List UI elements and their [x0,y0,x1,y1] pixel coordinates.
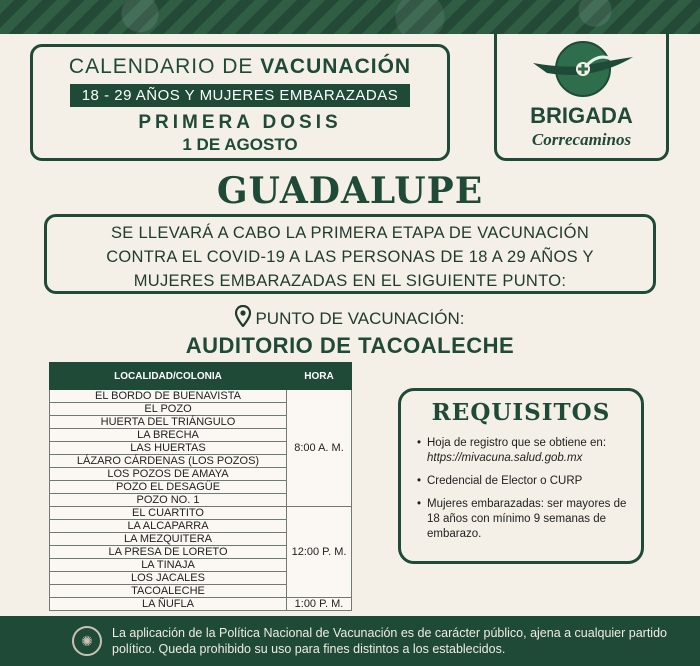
table-row: LA TINAJA [50,559,287,572]
requirements-title: REQUISITOS [431,399,611,426]
venue-name: AUDITORIO DE TACOALECHE [185,333,515,358]
calendar-title-bold: VACUNACIÓN [260,55,412,78]
table-row: EL BORDO DE BUENAVISTA [50,390,287,403]
column-header-locality: LOCALIDAD/COLONIA [50,363,287,390]
requirements-box [398,388,644,564]
brigade-box [494,33,669,161]
requirement-item [419,436,629,466]
dose-label: PRIMERA DOSIS [138,112,342,133]
table-row: TACOALECHE [50,585,287,598]
requirements-list [401,436,641,542]
brigade-title: BRIGADA [530,103,633,128]
government-seal-icon: ✺ [72,626,102,656]
table-row: POZO EL DESAGÜE [50,481,287,494]
table-row: LA PRESA DE LORETO [50,546,287,559]
hour-cell: 1:00 P. M. [287,598,352,611]
requirement-item [419,497,629,542]
table-row: LOS POZOS DE AMAYA [50,468,287,481]
vaccination-point-label [0,305,700,329]
table-row: POZO NO. 1 [50,494,287,507]
requirement-item [419,474,629,489]
brigade-subtitle: Correcaminos [531,130,632,149]
intro-line: SE LLEVARÁ A CABO LA PRIMERA ETAPA DE VACUNACIÓN [110,224,590,242]
table-row: LOS JACALES [50,572,287,585]
map-pin-icon [235,305,251,327]
roadrunner-logo-icon [527,39,639,99]
requirement-text: Credencial de Elector o CURP [427,475,583,487]
city-title: GUADALUPE [216,170,484,212]
table-row: EL CUARTITO [50,507,287,520]
hour-cell: 12:00 P. M. [287,507,352,598]
decorative-top-band [0,0,700,34]
registration-link[interactable]: https://mivacuna.salud.gob.mx [427,452,583,464]
table-row: HUERTA DEL TRIÁNGULO [50,416,287,429]
table-row: LA ÑUFLA [50,598,287,611]
schedule-table [49,362,352,611]
table-row: LA MEZQUITERA [50,533,287,546]
calendar-title [33,55,447,79]
table-row: EL POZO [50,403,287,416]
calendar-header-box [30,44,450,161]
intro-box [44,214,656,294]
footer-disclaimer: La aplicación de la Política Nacional de Vacunación es de carácter público, ajena a cualquier partido político. Queda prohibido su uso para fines distintos a los establecidos. [112,626,667,656]
hour-cell: 8:00 A. M. [287,390,352,507]
vaccination-point-text: PUNTO DE VACUNACIÓN: [255,309,465,328]
date-label: 1 DE AGOSTO [182,135,298,154]
calendar-title-prefix: CALENDARIO DE [68,55,254,78]
requirement-text: Mujeres embarazadas: ser mayores de 18 años con mínimo 9 semanas de embarazo. [427,498,627,540]
table-row: LAS HUERTAS [50,442,287,455]
intro-line: MUJERES EMBARAZADAS EN EL SIGUIENTE PUNTO: [133,272,567,290]
column-header-hour: HORA [287,363,352,390]
requirement-text: Hoja de registro que se obtiene en: [427,437,607,449]
age-band: 18 - 29 AÑOS Y MUJERES EMBARAZADAS [70,84,410,107]
table-row: LA BRECHA [50,429,287,442]
intro-line: CONTRA EL COVID-19 A LAS PERSONAS DE 18 A 29 AÑOS Y [106,248,594,266]
table-row: LA ALCAPARRA [50,520,287,533]
table-row: LÁZARO CÁRDENAS (LOS POZOS) [50,455,287,468]
